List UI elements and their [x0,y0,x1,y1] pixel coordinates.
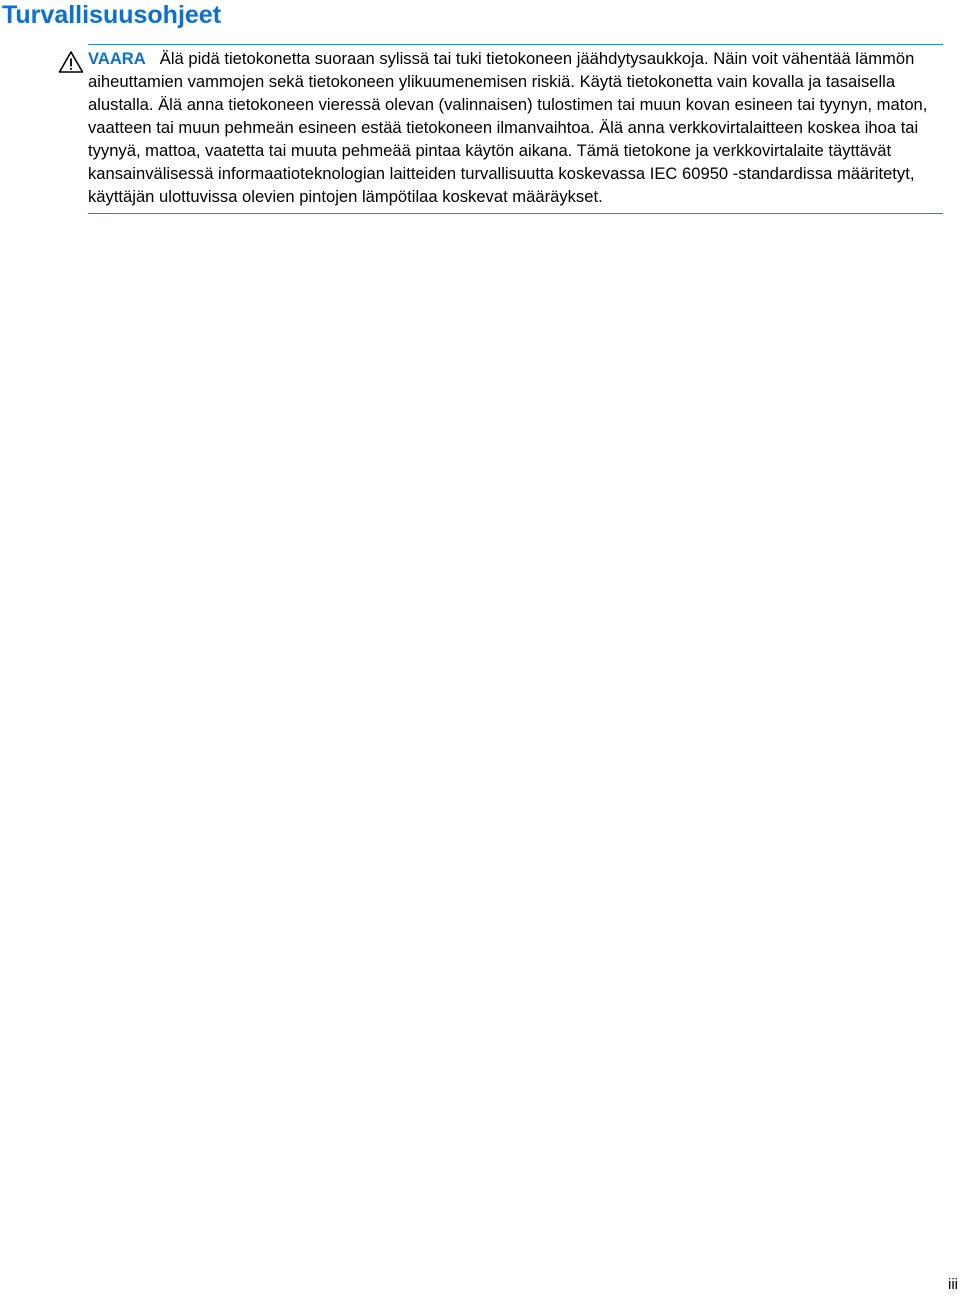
page-number: iii [948,1276,958,1293]
page-title: Turvallisuusohjeet [2,1,222,29]
warning-paragraph [88,47,936,208]
warning-triangle-icon [58,50,84,74]
warning-label: VAARA [88,49,146,68]
warning-block [88,44,943,214]
warning-body-text: Älä pidä tietokonetta suoraan sylissä tai tuki tietokoneen jäähdytysaukkoja. Näin voit vähentää lämmön aiheuttamien vammojen sekä tietokoneen ylikuumenemisen riskiä. Käytä tietokonetta vain kovalla ja tasaisella alustalla. Älä anna tietokoneen vieressä olevan (valinnaisen) tulostimen tai muun kovan esineen tai tyynyn, maton, vaatteen tai muun pehmeän esineen estää tietokoneen ilmanvaihtoa. Älä anna verkkovirtalaitteen koskea ihoa tai tyynyä, mattoa, vaatetta tai muuta pehmeää pintaa käytön aikana. Tämä tietokone ja verkkovirtalaite täyttävät kansainvälisessä informaatioteknologian laitteiden turvallisuutta koskevassa IEC 60950 -standardissa määritetyt, käyttäjän ulottuvissa olevien pintojen lämpötilaa koskevat määräykset. [88,49,928,206]
